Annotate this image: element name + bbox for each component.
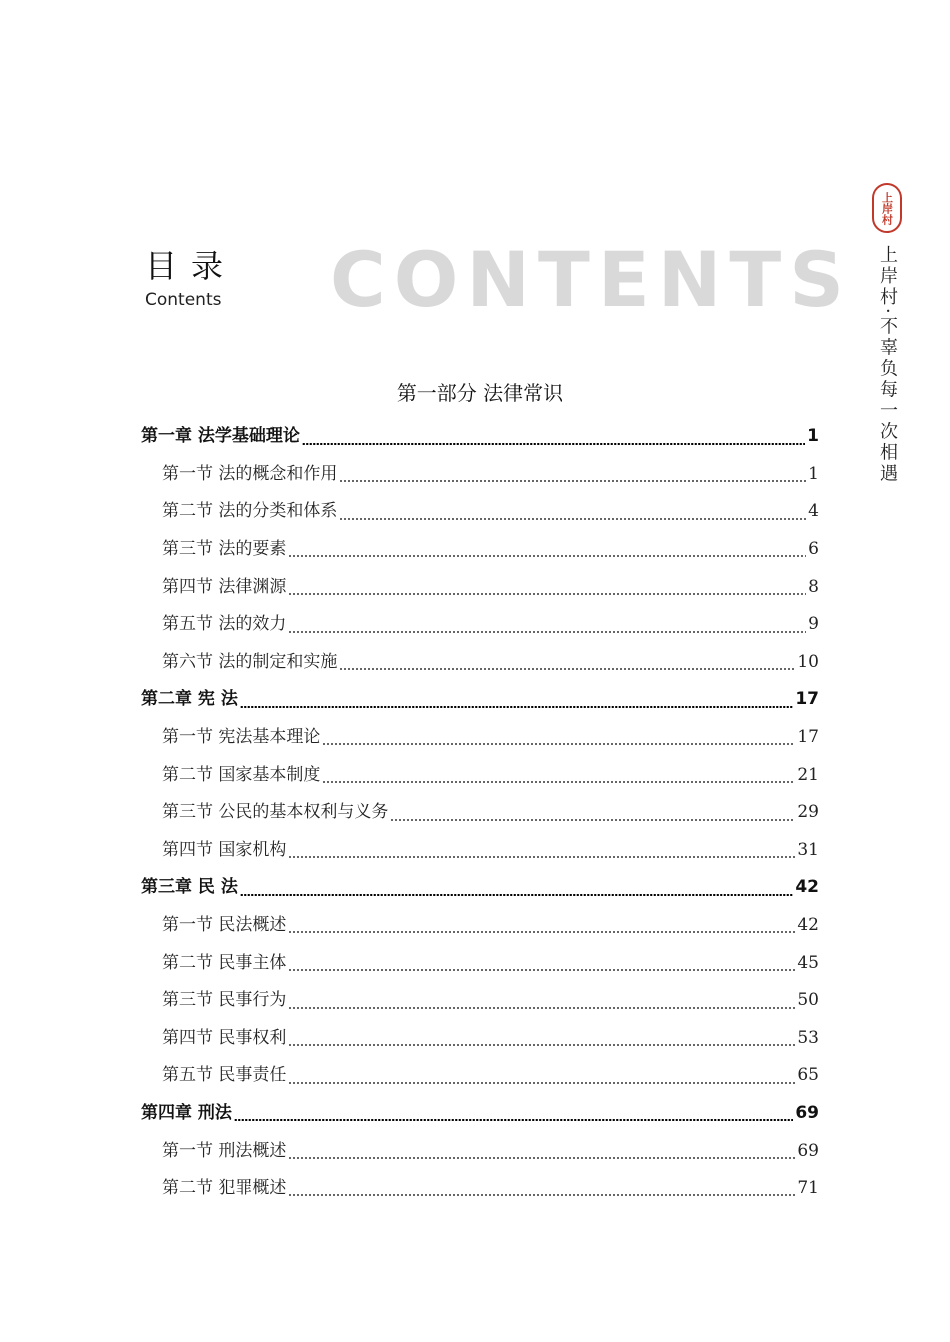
toc-page-number: 42 [797,915,819,936]
dot-leader [288,1082,795,1084]
table-of-contents [141,418,819,1207]
toc-entry-label: 第二节 犯罪概述 [162,1178,287,1199]
part-title: 第一部分 法律常识 [396,381,564,405]
toc-section-entry[interactable] [141,606,819,644]
dot-leader [339,668,795,670]
dot-leader [240,706,793,708]
toc-section-entry[interactable] [141,907,819,945]
toc-chapter-entry[interactable] [141,1095,819,1133]
dot-leader [302,443,805,445]
toc-section-entry[interactable] [141,794,819,832]
toc-section-entry[interactable] [141,944,819,982]
toc-section-entry[interactable] [141,531,819,569]
toc-entry-label: 第一节 民法概述 [162,915,287,936]
toc-page-number: 4 [808,501,819,522]
page-title: 目录 [145,247,238,285]
toc-section-entry[interactable] [141,832,819,870]
toc-section-entry[interactable] [141,1170,819,1208]
dot-leader [288,856,795,858]
dot-leader [339,518,806,520]
brand-slogan: 上岸村·不辜负每一次相遇 [877,245,898,485]
toc-section-entry[interactable] [141,719,819,757]
toc-section-entry[interactable] [141,756,819,794]
toc-page-number: 21 [797,764,819,785]
toc-section-entry[interactable] [141,568,819,606]
toc-page-number: 53 [797,1027,819,1048]
toc-page-number: 17 [795,689,819,710]
dot-leader [288,631,806,633]
toc-page-number: 6 [808,539,819,560]
toc-page-number: 10 [797,651,819,672]
toc-entry-label: 第六节 法的制定和实施 [162,651,338,672]
toc-entry-label: 第二节 法的分类和体系 [162,501,338,522]
toc-page-number: 50 [797,990,819,1011]
toc-section-entry[interactable] [141,644,819,682]
toc-chapter-entry[interactable] [141,869,819,907]
dot-leader [288,931,795,933]
toc-chapter-entry[interactable] [141,681,819,719]
dot-leader [322,743,795,745]
dot-leader [234,1119,793,1121]
seal-text: 上岸村 [880,191,894,225]
toc-entry-label: 第一节 法的概念和作用 [162,463,338,484]
toc-page-number: 1 [807,426,819,447]
toc-page-number: 1 [808,463,819,484]
toc-page-number: 69 [795,1102,819,1123]
contents-watermark: CONTENTS [330,235,852,324]
toc-page-number: 31 [797,839,819,860]
toc-entry-label: 第五节 民事责任 [162,1065,287,1086]
toc-entry-label: 第一节 刑法概述 [162,1140,287,1161]
dot-leader [288,969,795,971]
toc-entry-label: 第四节 国家机构 [162,839,287,860]
dot-leader [288,1044,795,1046]
toc-entry-label: 第一章 法学基础理论 [141,426,300,447]
toc-page-number: 29 [797,802,819,823]
toc-entry-label: 第五节 法的效力 [162,614,287,635]
toc-section-entry[interactable] [141,1057,819,1095]
toc-page-number: 65 [797,1065,819,1086]
toc-page-number: 69 [797,1140,819,1161]
toc-page-number: 17 [797,727,819,748]
toc-entry-label: 第三节 公民的基本权利与义务 [162,802,389,823]
toc-entry-label: 第三节 民事行为 [162,990,287,1011]
toc-entry-label: 第三章 民 法 [141,877,238,898]
dot-leader [390,819,795,821]
toc-chapter-entry[interactable] [141,418,819,456]
dot-leader [288,555,806,557]
dot-leader [288,1007,795,1009]
toc-page-number: 42 [795,877,819,898]
toc-page-number: 71 [797,1178,819,1199]
toc-entry-label: 第二节 国家基本制度 [162,764,321,785]
toc-page-number: 8 [808,576,819,597]
toc-entry-label: 第四节 法律渊源 [162,576,287,597]
dot-leader [288,1194,795,1196]
dot-leader [288,593,806,595]
toc-entry-label: 第三节 法的要素 [162,539,287,560]
dot-leader [322,781,795,783]
toc-entry-label: 第二节 民事主体 [162,952,287,973]
toc-section-entry[interactable] [141,1020,819,1058]
dot-leader [339,480,806,482]
toc-section-entry[interactable] [141,493,819,531]
page-subtitle: Contents [145,290,222,310]
toc-page-number: 9 [808,614,819,635]
brand-seal-logo [872,183,902,233]
toc-page-number: 45 [797,952,819,973]
toc-entry-label: 第二章 宪 法 [141,689,238,710]
dot-leader [288,1157,795,1159]
toc-section-entry[interactable] [141,1132,819,1170]
toc-section-entry[interactable] [141,456,819,494]
toc-entry-label: 第四章 刑法 [141,1102,232,1123]
toc-entry-label: 第一节 宪法基本理论 [162,727,321,748]
dot-leader [240,894,793,896]
toc-section-entry[interactable] [141,982,819,1020]
toc-entry-label: 第四节 民事权利 [162,1027,287,1048]
